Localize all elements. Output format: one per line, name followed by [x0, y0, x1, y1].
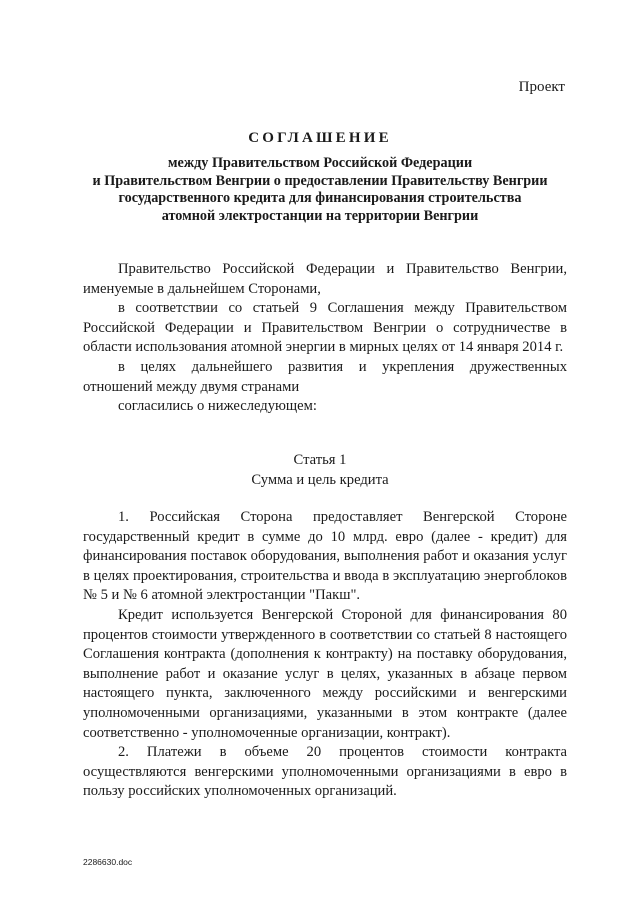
article-number: Статья 1	[293, 452, 347, 468]
agreement-subtitle	[60, 155, 580, 225]
preamble-paragraph: в целях дальнейшего развития и укрепления дружественных отношений между двумя странами	[83, 358, 567, 395]
article-heading: Сумма и цель кредита	[251, 472, 389, 488]
subtitle-line: атомной электростанции на территории Венгрии	[161, 207, 479, 224]
article-paragraph: 2. Платежи в объеме 20 процентов стоимости контракта осуществляются венгерскими уполномоченными организациями в евро в пользу российских уполномоченных организаций.	[83, 744, 567, 800]
article-paragraph: 1. Российская Сторона предоставляет Венгерской Стороне государственный кредит в сумме до 10 млрд. евро (далее - кредит) для финансирования поставок оборудования, выполнения работ и оказания услуг в целях проектирования, строительства и ввода в эксплуатацию энергоблоков № 5 и № 6 атомной электростанции "Пакш".	[83, 509, 567, 604]
article-1-body	[83, 508, 567, 802]
subtitle-line: и Правительством Венгрии о предоставлении Правительству Венгрии	[92, 172, 548, 189]
footer-file-name: 2286630.doc	[83, 857, 133, 867]
draft-label: Проект	[518, 79, 565, 95]
preamble-paragraph: согласились о нижеследующем:	[118, 398, 317, 415]
article-paragraph: Кредит используется Венгерской Стороной для финансирования 80 процентов стоимости утвержденного в соответствии со статьей 8 настоящего Соглашения контракта (дополнения к контракту) на поставку оборудования, выполнение работ и оказание услуг в целях, указанных в абзаце первом настоящего пункта, заключенного между российскими и венгерскими уполномоченными организациями, указанными в этом контракте (далее соответственно - уполномоченные организации, контракт).	[83, 606, 567, 741]
preamble-paragraph: Правительство Российской Федерации и Правительство Венгрии, именуемые в дальнейшем Сторонами,	[83, 261, 567, 297]
preamble-paragraph: в соответствии со статьей 9 Соглашения между Правительством Российской Федерации и Правительством Венгрии о сотрудничестве в области использования атомной энергии в мирных целях от 14 января 2014 г.	[83, 300, 567, 356]
agreement-title: СОГЛАШЕНИЕ	[248, 130, 392, 146]
subtitle-line: государственного кредита для финансирования строительства	[118, 190, 522, 206]
subtitle-line: между Правительством Российской Федерации	[167, 155, 473, 171]
preamble	[83, 260, 567, 417]
